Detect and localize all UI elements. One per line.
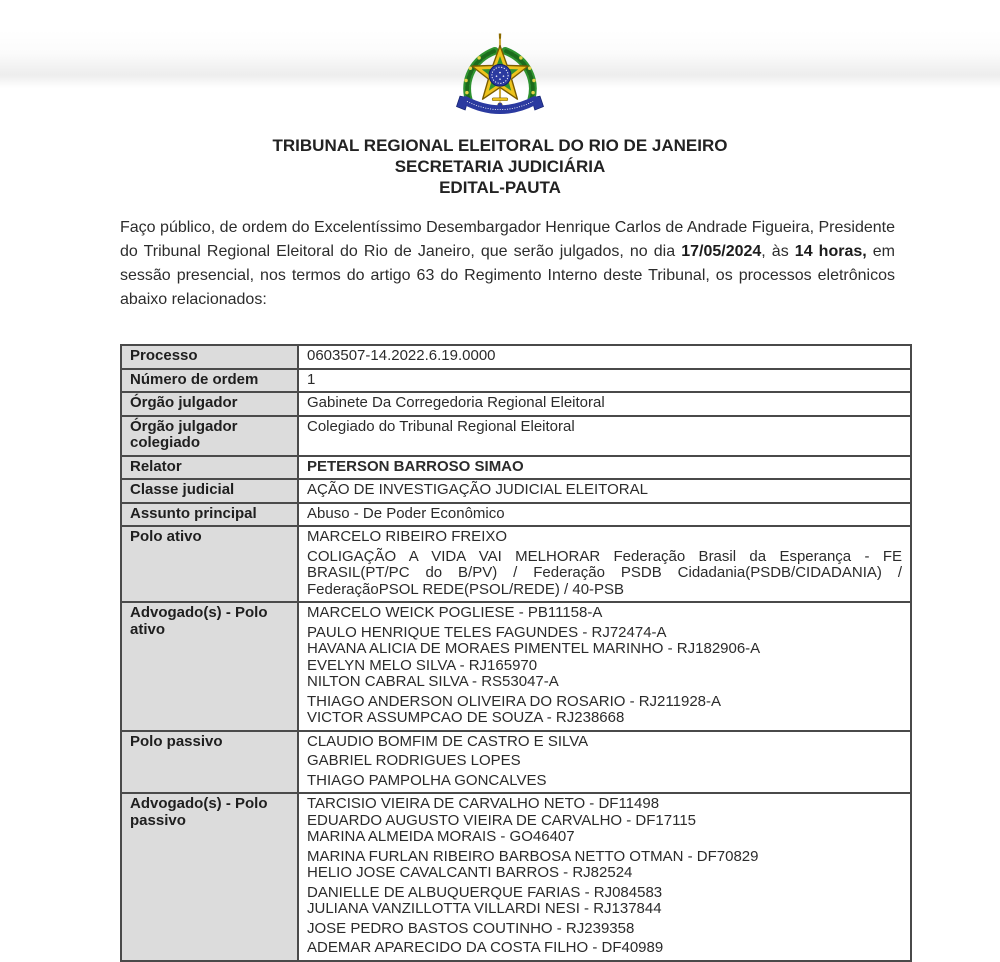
intro-paragraph [120,216,895,312]
intro-text-2: , às [761,243,795,260]
table-row [121,345,911,369]
value-group [307,885,902,918]
row-value [298,602,911,731]
value-group [307,921,902,938]
value-line: MARCELO WEICK POGLIESE - PB11158-A [307,604,603,621]
row-label: Processo [121,345,298,369]
value-line: 0603507-14.2022.6.19.0000 [307,347,496,364]
value-group [307,372,902,389]
value-line: AÇÃO DE INVESTIGAÇÃO JUDICIAL ELEITORAL [307,481,648,498]
value-line: JOSE PEDRO BASTOS COUTINHO - RJ239358 [307,919,635,937]
document-page [0,30,1000,956]
table-row [121,731,911,794]
table-row [121,503,911,527]
value-line: THIAGO ANDERSON OLIVEIRA DO ROSARIO - RJ211928-A [307,692,722,710]
value-group [307,419,902,436]
process-table-body [121,345,911,961]
document-type-title: EDITAL-PAUTA [439,178,561,197]
value-line: TARCISIO VIEIRA DE CARVALHO NETO - DF11498 [307,795,660,812]
value-line: EVELYN MELO SILVA - RJ165970 [307,656,538,674]
intro-text-1: Faço público, de ordem do Excelentíssimo Desembargador Henrique Carlos de Andrade Figueira, Presidente do Tribunal Regional Eleitoral do Rio de Janeiro, que serão julgados, no dia [120,219,895,260]
session-date: 17/05/2024 [681,243,762,260]
edital-document [0,30,1000,962]
table-row [121,416,911,456]
value-group [307,605,902,622]
table-row [121,479,911,503]
value-line: MARINA ALMEIDA MORAIS - GO46407 [307,828,575,845]
value-line: PAULO HENRIQUE TELES FAGUNDES - RJ72474-A [307,623,667,641]
row-value [298,369,911,393]
value-line: HELIO JOSE CAVALCANTI BARROS - RJ82524 [307,864,633,881]
value-line: Colegiado do Tribunal Regional Eleitoral [307,417,575,435]
value-line: VICTOR ASSUMPCAO DE SOUZA - RJ238668 [307,709,625,726]
value-line: COLIGAÇÃO A VIDA VAI MELHORAR Federação Brasil da Esperança - FE BRASIL(PT/PC do B/PV) / Federação PSDB Cidadania(PSDB/CIDADANIA) / FederaçãoPSOL REDE(PSOL/REDE) / 40-PSB [307,547,902,598]
value-group [307,694,902,727]
value-group [307,459,902,476]
court-header [0,135,1000,198]
value-group [307,529,902,546]
value-line: ADEMAR APARECIDO DA COSTA FILHO - DF40989 [307,939,664,956]
court-name: TRIBUNAL REGIONAL ELEITORAL DO RIO DE JANEIRO [272,136,728,155]
value-line: JULIANA VANZILLOTTA VILLARDI NESI - RJ137844 [307,900,662,917]
intro-text-3: em sessão presencial, nos termos do artigo 63 do Regimento Interno deste Tribunal, os processos eletrônicos abaixo relacionados: [120,243,896,308]
row-label: Órgão julgador colegiado [121,416,298,456]
value-group [307,940,902,957]
value-line: EDUARDO AUGUSTO VIEIRA DE CARVALHO - DF17115 [307,811,697,829]
value-line: Abuso - De Poder Econômico [307,504,505,522]
value-group [307,753,902,770]
table-row [121,602,911,731]
row-label: Número de ordem [121,369,298,393]
table-row [121,793,911,961]
row-value [298,479,911,503]
value-group [307,734,902,751]
value-group [307,773,902,790]
row-value [298,731,911,794]
row-label: Assunto principal [121,503,298,527]
row-value [298,793,911,961]
row-label: Advogado(s) - Polo ativo [121,602,298,731]
value-line: HAVANA ALICIA DE MORAES PIMENTEL MARINHO - RJ182906-A [307,640,761,657]
row-label: Relator [121,456,298,480]
table-row [121,392,911,416]
value-group [307,482,902,499]
row-value [298,503,911,527]
value-line: MARINA FURLAN RIBEIRO BARBOSA NETTO OTMAN - DF70829 [307,847,759,865]
value-line: THIAGO PAMPOLHA GONCALVES [307,771,547,789]
table-row [121,456,911,480]
row-value [298,526,911,602]
row-label: Classe judicial [121,479,298,503]
value-group [307,348,902,365]
value-line: PETERSON BARROSO SIMAO [307,457,524,475]
value-line: GABRIEL RODRIGUES LOPES [307,752,521,769]
value-line: 1 [307,370,316,388]
session-time: 14 horas, [794,243,867,260]
row-value [298,416,911,456]
value-line: Gabinete Da Corregedoria Regional Eleitoral [307,394,605,411]
row-label: Polo passivo [121,731,298,794]
row-value [298,392,911,416]
value-line: CLAUDIO BOMFIM DE CASTRO E SILVA [307,732,589,750]
brazil-coat-of-arms-icon [437,30,563,124]
value-group [307,796,902,846]
value-line: NILTON CABRAL SILVA - RS53047-A [307,673,559,690]
row-value [298,456,911,480]
row-value [298,345,911,369]
process-table [120,344,912,962]
value-group [307,625,902,691]
value-line: MARCELO RIBEIRO FREIXO [307,528,508,545]
secretariat-name: SECRETARIA JUDICIÁRIA [394,157,606,176]
table-row [121,369,911,393]
row-label: Advogado(s) - Polo passivo [121,793,298,961]
value-group [307,849,902,882]
table-row [121,526,911,602]
value-group [307,549,902,599]
value-group [307,395,902,412]
row-label: Polo ativo [121,526,298,602]
value-line: DANIELLE DE ALBUQUERQUE FARIAS - RJ084583 [307,883,663,901]
row-label: Órgão julgador [121,392,298,416]
value-group [307,506,902,523]
